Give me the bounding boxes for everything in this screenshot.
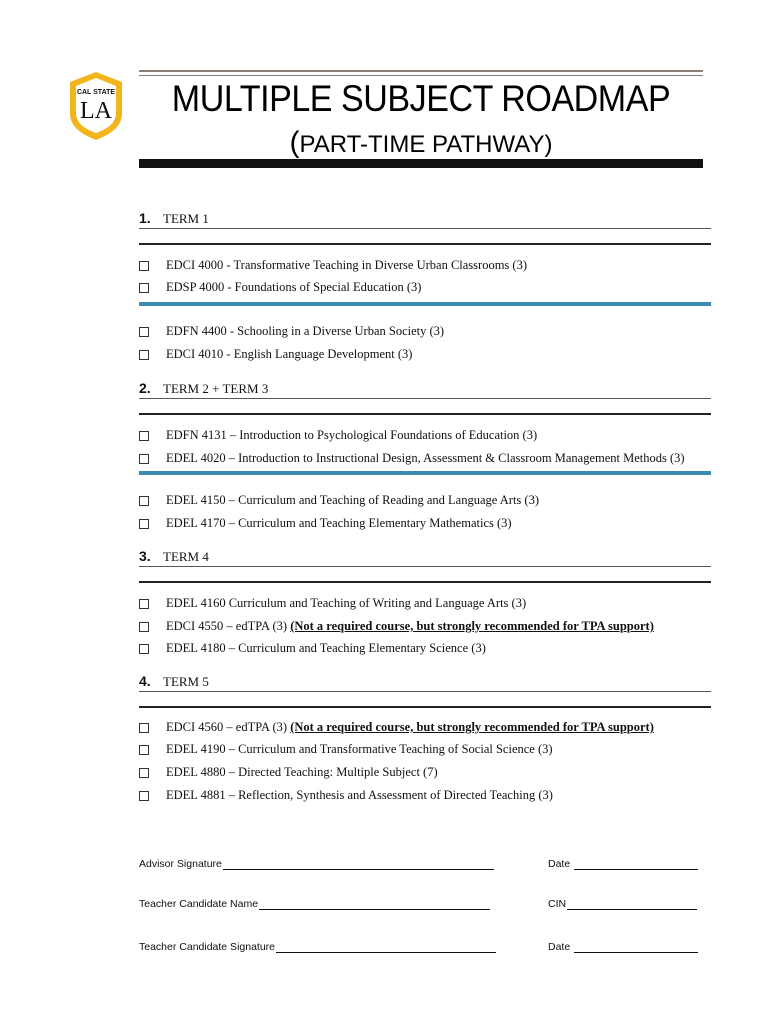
term-rule-thick xyxy=(139,413,711,415)
checkbox[interactable] xyxy=(139,283,149,293)
course-item xyxy=(139,765,438,780)
checkbox[interactable] xyxy=(139,327,149,337)
term-rule-thin xyxy=(139,398,711,399)
checkbox[interactable] xyxy=(139,261,149,271)
course-item xyxy=(139,428,537,443)
course-text: EDFN 4131 – Introduction to Psychological Foundations of Education (3) xyxy=(166,428,538,442)
cin-line[interactable] xyxy=(567,899,697,910)
date-field xyxy=(548,941,698,953)
candidate-name-line[interactable] xyxy=(259,899,490,910)
course-item xyxy=(139,641,486,656)
course-item xyxy=(139,493,539,508)
course-text: EDEL 4160 Curriculum and Teaching of Writing and Language Arts (3) xyxy=(166,596,527,610)
date-line[interactable] xyxy=(574,859,698,870)
logo-main-text: LA xyxy=(80,98,112,124)
term-rule-thick xyxy=(139,243,711,245)
term-label: TERM 1 xyxy=(163,211,209,226)
course-item xyxy=(139,347,412,362)
candidate-signature-line[interactable] xyxy=(276,942,496,953)
checkbox[interactable] xyxy=(139,745,149,755)
course-note: (Not a required course, but strongly recommended for TPA support) xyxy=(290,619,654,633)
title-underline-bar xyxy=(139,159,703,168)
term-number: 4. xyxy=(139,673,151,689)
course-item xyxy=(139,596,526,611)
logo-top-text: CAL STATE xyxy=(76,89,116,96)
term-heading xyxy=(139,548,209,565)
candidate-name-label: Teacher Candidate Name xyxy=(139,898,259,910)
term-number: 2. xyxy=(139,380,151,396)
date-label: Date xyxy=(548,941,571,953)
course-text: EDEL 4150 – Curriculum and Teaching of Reading and Language Arts (3) xyxy=(166,493,539,507)
checkbox[interactable] xyxy=(139,723,149,733)
term-heading xyxy=(139,210,209,227)
advisor-signature-line[interactable] xyxy=(223,859,494,870)
date-label: Date xyxy=(548,858,571,870)
term-rule-thin xyxy=(139,228,711,229)
course-text: EDCI 4550 – edTPA (3) xyxy=(166,619,291,633)
checkbox[interactable] xyxy=(139,431,149,441)
course-item xyxy=(139,788,553,803)
checkbox[interactable] xyxy=(139,622,149,632)
term-number: 1. xyxy=(139,210,151,226)
subtitle-open-paren: ( xyxy=(289,126,300,159)
term-label: TERM 2 + TERM 3 xyxy=(163,381,269,396)
section-divider-blue xyxy=(139,302,711,306)
checkbox[interactable] xyxy=(139,519,149,529)
term-label: TERM 5 xyxy=(163,674,209,689)
candidate-name-field xyxy=(139,898,490,910)
section-divider-blue xyxy=(139,471,711,475)
term-rule-thin xyxy=(139,691,711,692)
candidate-signature-label: Teacher Candidate Signature xyxy=(139,941,276,953)
date-line[interactable] xyxy=(574,942,698,953)
course-text: EDFN 4400 - Schooling in a Diverse Urban Society (3) xyxy=(166,324,445,338)
course-item xyxy=(139,720,654,735)
course-text: EDEL 4180 – Curriculum and Teaching Elementary Science (3) xyxy=(166,641,486,655)
course-text: EDCI 4560 – edTPA (3) xyxy=(166,720,291,734)
advisor-signature-label: Advisor Signature xyxy=(139,858,222,870)
subtitle-close-paren: ) xyxy=(544,131,553,158)
term-number: 3. xyxy=(139,548,151,564)
course-text: EDSP 4000 - Foundations of Special Education (3) xyxy=(166,280,422,294)
course-item xyxy=(139,451,685,466)
title-top-rule-thin xyxy=(139,75,703,76)
subtitle-text: PART-TIME PATHWAY xyxy=(299,131,545,158)
checkbox[interactable] xyxy=(139,350,149,360)
term-rule-thick xyxy=(139,706,711,708)
term-heading xyxy=(139,380,268,397)
checkbox[interactable] xyxy=(139,791,149,801)
candidate-signature-field xyxy=(139,941,496,953)
course-text: EDCI 4000 - Transformative Teaching in Diverse Urban Classrooms (3) xyxy=(166,258,527,272)
term-heading xyxy=(139,673,209,690)
cin-label: CIN xyxy=(548,898,567,910)
course-text: EDEL 4020 – Introduction to Instructional Design, Assessment & Classroom Management Methods (3) xyxy=(166,451,685,465)
checkbox[interactable] xyxy=(139,496,149,506)
course-note: (Not a required course, but strongly recommended for TPA support) xyxy=(290,720,654,734)
course-item xyxy=(139,258,527,273)
course-text: EDEL 4190 – Curriculum and Transformative Teaching of Social Science (3) xyxy=(166,742,553,756)
title-top-rule xyxy=(139,70,703,72)
term-rule-thin xyxy=(139,566,711,567)
course-text: EDEL 4881 – Reflection, Synthesis and Assessment of Directed Teaching (3) xyxy=(166,788,553,802)
course-item xyxy=(139,324,444,339)
course-item xyxy=(139,516,512,531)
term-label: TERM 4 xyxy=(163,549,209,564)
checkbox[interactable] xyxy=(139,644,149,654)
course-item xyxy=(139,280,421,295)
term-rule-thick xyxy=(139,581,711,583)
advisor-signature-field xyxy=(139,858,494,870)
course-item xyxy=(139,619,654,634)
course-text: EDCI 4010 - English Language Development (3) xyxy=(166,347,413,361)
date-field xyxy=(548,858,698,870)
course-text: EDEL 4880 – Directed Teaching: Multiple Subject (7) xyxy=(166,765,438,779)
checkbox[interactable] xyxy=(139,599,149,609)
cin-field xyxy=(548,898,697,910)
course-text: EDEL 4170 – Curriculum and Teaching Elementary Mathematics (3) xyxy=(166,516,512,530)
checkbox[interactable] xyxy=(139,454,149,464)
course-item xyxy=(139,742,553,757)
cal-state-la-logo xyxy=(66,70,126,142)
checkbox[interactable] xyxy=(139,768,149,778)
page-title: MULTIPLE SUBJECT ROADMAP xyxy=(171,78,671,119)
page-subtitle xyxy=(139,126,703,160)
